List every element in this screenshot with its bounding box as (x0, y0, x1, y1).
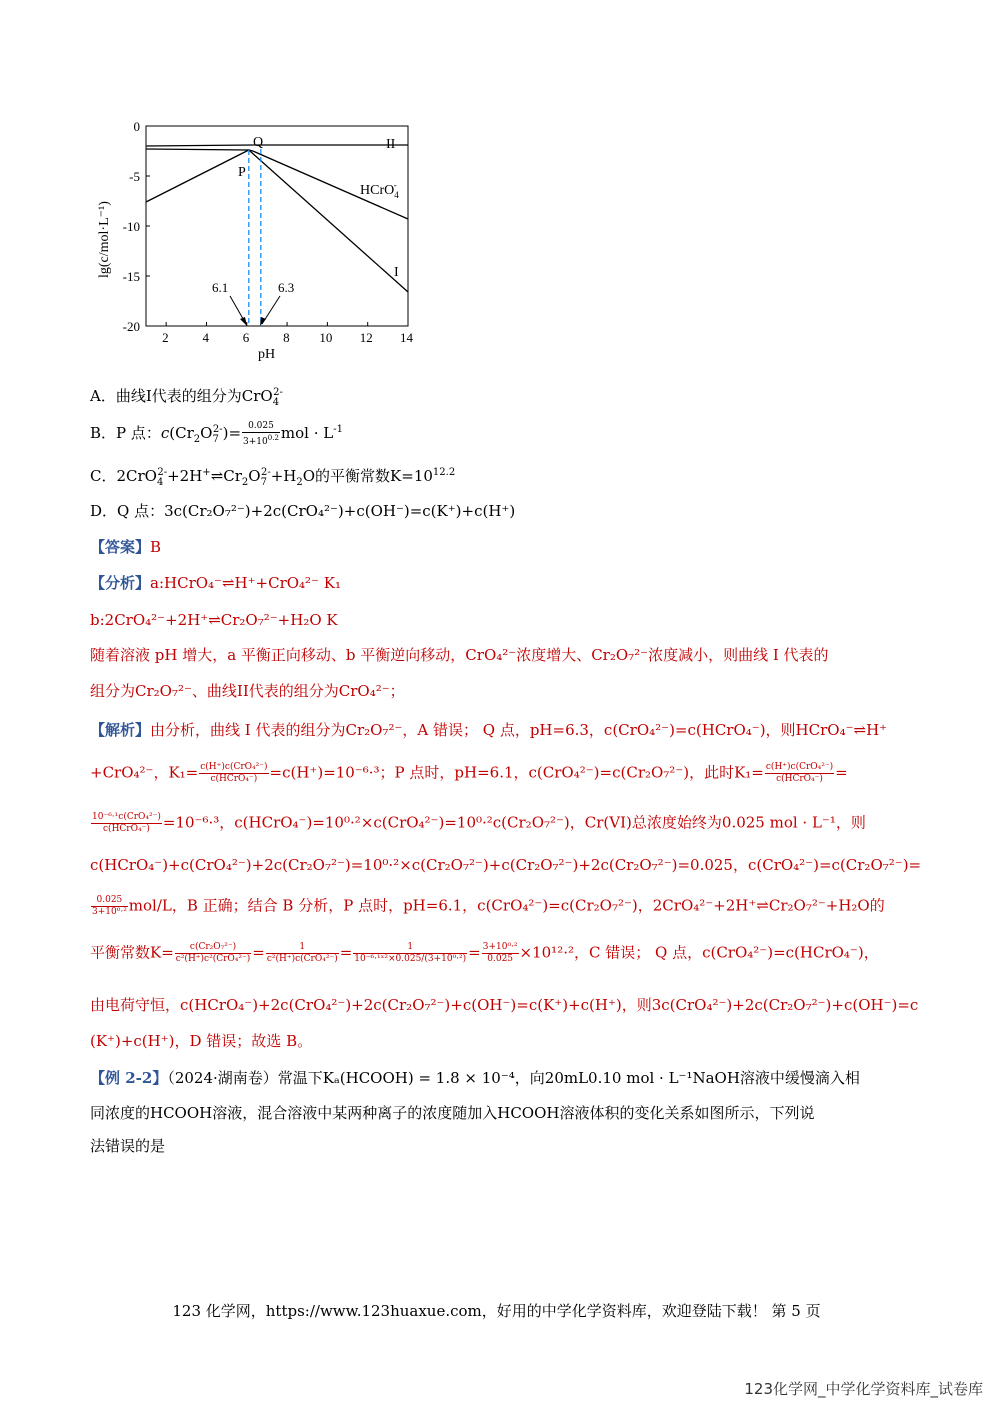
x-tick-label: 4 (202, 330, 209, 345)
option-d: D．Q 点：3c(Cr₂O₇²⁻)+2c(CrO₄²⁻)+c(OH⁻)=c(K⁺)+c(H⁺) (90, 502, 516, 520)
x-tick-label: 8 (283, 330, 290, 345)
x-tick-label: 10 (319, 330, 333, 345)
x-tick-label: 14 (400, 330, 413, 345)
watermark: 123化学网_中学化学资料库_试卷库 (744, 1380, 983, 1398)
solution-l5: $\frac{0.025}{\text{3+10⁰·²}}$ mol/L，B 正确；结合 B 分析，P 点时，pH=6.1，c(CrO₄²⁻)=c(Cr₂O₇²⁻)，2CrO₄²⁻+2H⁺⇌Cr₂O₇²⁻+H₂O的 (92, 895, 885, 917)
label-v61: 6.1 (212, 280, 229, 295)
example-l2: 同浓度的HCOOH溶液，混合溶液中某两种离子的浓度随加入HCOOH溶液体积的变化关系如图所示，下列说 (90, 1104, 815, 1122)
label-P: P (238, 165, 246, 180)
analysis-p2: 组分为Cr₂O₇²⁻、曲线II代表的组分为CrO₄²⁻； (90, 682, 405, 700)
solution-l1: 【解析】由分析，曲线 I 代表的组分为Cr₂O₇²⁻，A 错误； Q 点，pH=6.3，c(CrO₄²⁻)=c(HCrO₄⁻)，则HCrO₄⁻⇌H⁺ (90, 721, 888, 739)
solution-l8: (K⁺)+c(H⁺)，D 错误；故选 B。 (90, 1032, 313, 1050)
series-II (146, 145, 408, 146)
x-tick-label: 12 (359, 330, 373, 345)
y-tick-label: -20 (122, 319, 140, 334)
label-Q: Q (253, 135, 264, 150)
answer-value: B (150, 538, 162, 556)
analysis-p1: 随着溶液 pH 增大，a 平衡正向移动、b 平衡逆向移动，CrO₄²⁻浓度增大、Cr₂O₇²⁻浓度减小，则曲线 I 代表的 (90, 646, 829, 664)
answer-tag: 【答案】 (90, 538, 151, 556)
option-b: B．P 点：$c(Cr_2O_7^{2-})=$ $\frac{0.025}{3+10^{0.2}}$ mol · $L^{-1}$ (90, 420, 343, 447)
option-a: A．曲线I代表的组分为CrO$_4^{2-}$ (90, 387, 283, 408)
answer-line (90, 537, 161, 557)
label-II: II (386, 137, 396, 152)
example-l3: 法错误的是 (90, 1137, 166, 1155)
solution-l6: 平衡常数K= $\frac{\text{c(Cr₂O₇²⁻)}}{\text{c²(H⁺)c²(CrO₄²⁻)}}$ = $\frac{1}{\text{c²(H⁺)c(CrO₄²⁻)}}$ = $\frac{1}{\text{10⁻⁶·¹ˣ²×0.025/(3+10⁰·²)}}$ = $\frac{\text{3+10⁰·²}}{0.025}$ ×10¹²·²，C 错误； Q 点，c(CrO₄²⁻)=c(HCrO₄⁻)， (90, 942, 879, 964)
solution-l2: +CrO₄²⁻，K₁= $\frac{\text{c(H⁺)c(CrO₄²⁻)}}{\text{c(HCrO₄⁻)}}$ =c(H⁺)=10⁻⁶·³；P 点时，pH=6.1，c(CrO₄²⁻)=c(Cr₂O₇²⁻)，此时K₁= $\frac{\text{c(H⁺)c(CrO₄²⁻)}}{\text{c(HCrO₄⁻)}}$ = (90, 762, 848, 784)
y-axis-label: lg(c/mol·L⁻¹) (97, 201, 112, 278)
x-tick-label: 6 (242, 330, 250, 345)
solution-l4: c(HCrO₄⁻)+c(CrO₄²⁻)+2c(Cr₂O₇²⁻)=10⁰·²×c(Cr₂O₇²⁻)+c(Cr₂O₇²⁻)+2c(Cr₂O₇²⁻)=0.025，c(CrO₄²⁻)=c(Cr₂O₇²⁻)= (90, 856, 922, 874)
arrowhead-6.1 (240, 317, 247, 326)
x-tick-label: 2 (162, 330, 169, 345)
label-I: I (394, 265, 399, 280)
ph-chart (90, 118, 430, 363)
plot-frame (146, 126, 408, 326)
example-l1: 【例 2-2】（2024·湖南卷）常温下Kₐ(HCOOH) = 1.8 × 10⁻⁴，向20mL0.10 mol · L⁻¹NaOH溶液中缓慢滴入相 (90, 1069, 860, 1087)
y-tick-label: 0 (133, 119, 140, 134)
label-HCrO4: HCrO$_4$- (360, 180, 399, 200)
fraction-b: $\frac{0.025}{3+10^{0.2}}$ (243, 420, 279, 447)
analysis-b: b:2CrO₄²⁻+2H⁺⇌Cr₂O₇²⁻+H₂O K (90, 611, 338, 629)
series-I (146, 149, 408, 292)
solution-l7: 由电荷守恒，c(HCrO₄⁻)+2c(CrO₄²⁻)+2c(Cr₂O₇²⁻)+c(OH⁻)=c(K⁺)+c(H⁺)，则3c(CrO₄²⁻)+2c(Cr₂O₇²⁻)+c(OH⁻)=c (90, 996, 919, 1014)
y-tick-label: -15 (122, 269, 140, 284)
y-tick-label: -10 (122, 219, 140, 234)
x-axis-label: pH (258, 347, 276, 362)
label-v63: 6.3 (278, 280, 295, 295)
y-tick-label: -5 (129, 169, 140, 184)
analysis-a: 【分析】a:HCrO₄⁻⇌H⁺+CrO₄²⁻ K₁ (90, 574, 341, 592)
solution-l3: $\frac{\text{10⁻⁶·¹c(CrO₄²⁻)}}{\text{c(HCrO₄⁻)}}$ =10⁻⁶·³，c(HCrO₄⁻)=10⁰·²×c(CrO₄²⁻)=10⁰·²c(Cr₂O₇²⁻)，Cr(VI)总浓度始终为0.025 mol · L⁻¹，则 (92, 812, 866, 834)
option-c: C．$2CrO_4^{2-}+2H^+\rightleftharpoons Cr_2O_7^{2-}+H_2O$的平衡常数$K=10^{12.2}$ (90, 467, 456, 488)
page-footer: 123 化学网，https://www.123huaxue.com，好用的中学化学资料库，欢迎登陆下载！ 第 5 页 (172, 1302, 821, 1320)
